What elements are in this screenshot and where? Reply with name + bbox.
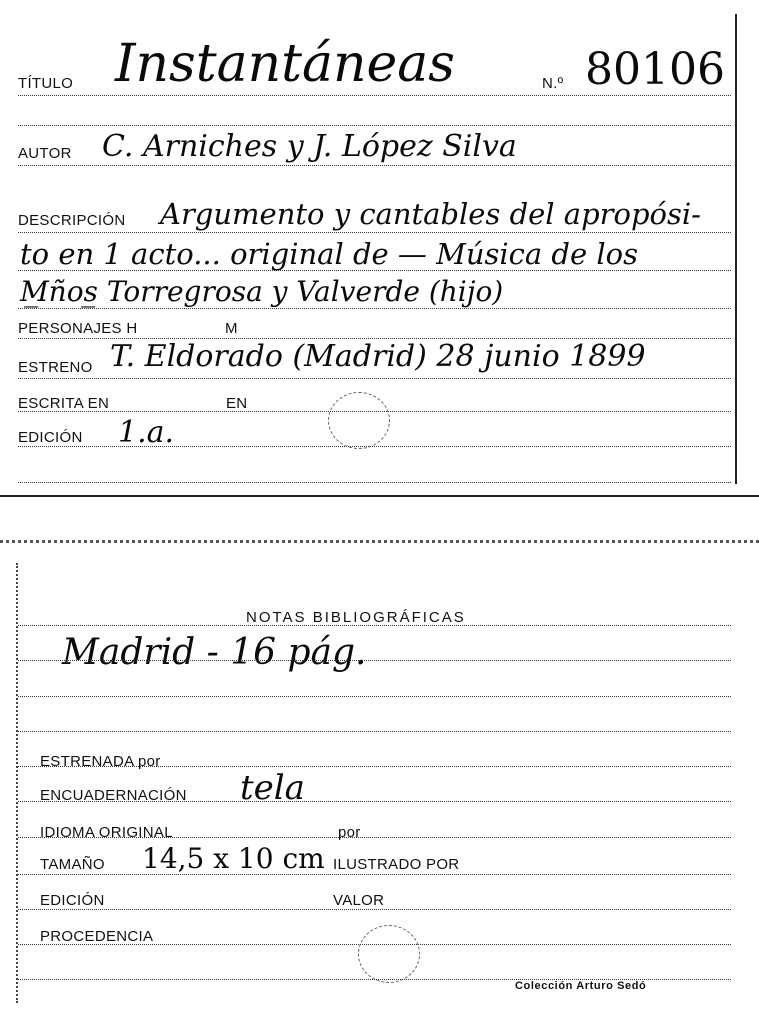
edicion2-label: EDICIÓN (40, 892, 105, 909)
estreno-value: T. Eldorado (Madrid) 28 junio 1899 (110, 339, 646, 374)
stamp-circle (328, 392, 390, 449)
edicion-label: EDICIÓN (18, 429, 83, 446)
numero-value: 80106 (585, 44, 725, 95)
titulo-value: Instantáneas (115, 34, 455, 94)
edicion-value: 1.a. (118, 415, 175, 450)
tamano-label: TAMAÑO (40, 856, 105, 873)
tamano-rule (18, 874, 731, 875)
personajes-label: PERSONAJES H (18, 320, 138, 337)
estreno-rule (18, 378, 731, 379)
por-label: por (338, 824, 361, 841)
autor-value: C. Arniches y J. López Silva (102, 129, 517, 164)
descripcion-rule-3 (18, 308, 731, 309)
catalog-card-front (0, 0, 759, 497)
encuadernacion-value: tela (240, 768, 305, 808)
notas-rule-2 (18, 660, 731, 661)
personajes-m-label: M (225, 320, 238, 337)
ilustrado-label: ILUSTRADO POR (333, 856, 460, 873)
tamano-value: 14,5 x 10 cm (142, 842, 325, 875)
idioma-label: IDIOMA ORIGINAL (40, 824, 173, 841)
collection-footer: Colección Arturo Sedó (515, 980, 647, 992)
card-right-edge (735, 14, 737, 484)
card-left-edge (16, 563, 18, 1003)
descripcion-rule-1 (18, 232, 731, 233)
notas-value: Madrid - 16 pág. (62, 632, 367, 673)
estrenada-label: ESTRENADA por (40, 753, 161, 770)
descripcion-label: DESCRIPCIÓN (18, 212, 126, 229)
blank-rule (18, 125, 731, 126)
numero-label: N.º (542, 75, 564, 92)
escrita-label: ESCRITA EN (18, 395, 110, 412)
descripcion-line-3: M̲ños̲ Torregrosa y Valverde (hijo) (20, 275, 504, 308)
descripcion-line-1: Argumento y cantables del apropósi- (160, 197, 701, 231)
autor-rule (18, 165, 731, 166)
notas-rule-3 (18, 696, 731, 697)
edicion2-rule (18, 909, 731, 910)
notas-rule-4 (18, 731, 731, 732)
procedencia-label: PROCEDENCIA (40, 928, 154, 945)
titulo-label: TÍTULO (18, 75, 74, 92)
escrita-en-label: EN (226, 395, 248, 412)
bottom-rule (18, 482, 731, 483)
descripcion-line-2: to en 1 acto... original de — Música de los (20, 237, 638, 271)
notas-heading: NOTAS BIBLIOGRÁFICAS (246, 609, 466, 626)
stamp-circle-2 (358, 925, 420, 983)
estreno-label: ESTRENO (18, 359, 93, 376)
encuadernacion-label: ENCUADERNACIÓN (40, 787, 187, 804)
catalog-card-back (0, 540, 759, 1031)
titulo-rule (18, 95, 731, 96)
valor-label: VALOR (333, 892, 385, 909)
autor-label: AUTOR (18, 145, 72, 162)
notas-rule-1 (18, 625, 731, 626)
